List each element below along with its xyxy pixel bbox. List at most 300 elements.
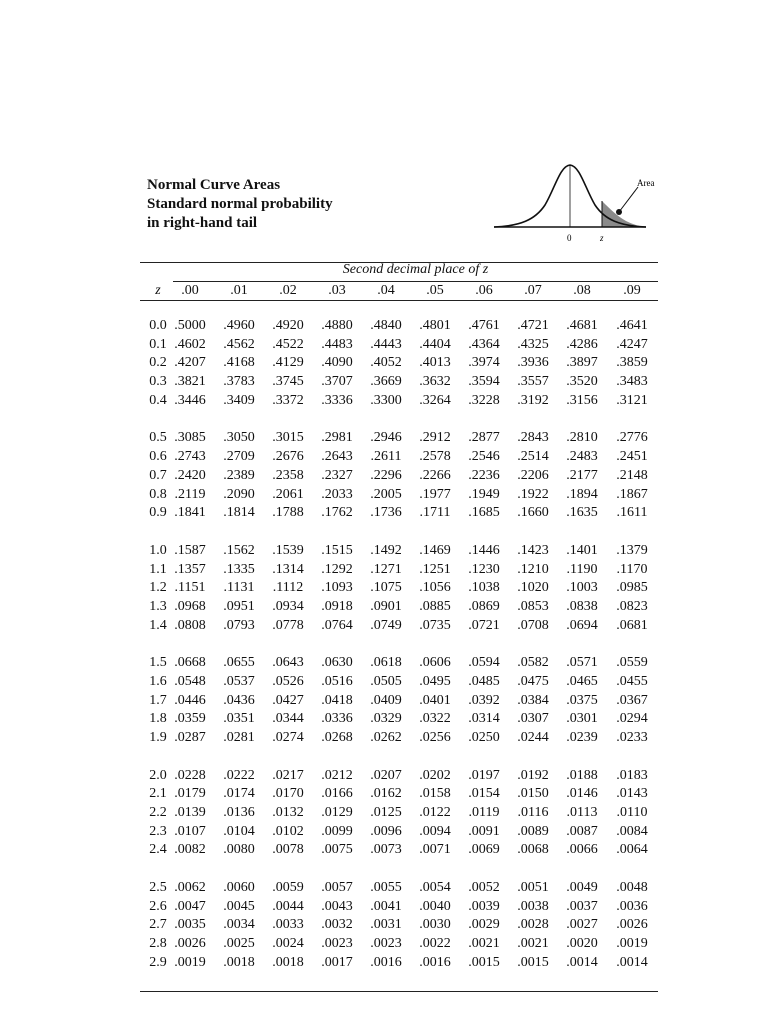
probability-cell: .0017 bbox=[321, 954, 353, 970]
probability-cell: .4602 bbox=[174, 336, 206, 352]
probability-cell: .3483 bbox=[616, 374, 648, 390]
probability-cell: .2420 bbox=[174, 467, 206, 483]
probability-cell: .4483 bbox=[321, 336, 353, 352]
probability-cell: .4404 bbox=[419, 336, 451, 352]
column-header: .05 bbox=[426, 283, 444, 298]
probability-cell: .0091 bbox=[468, 823, 500, 839]
probability-cell: .4920 bbox=[272, 318, 304, 333]
probability-cell: .1587 bbox=[174, 542, 206, 558]
z-value: 1.7 bbox=[149, 692, 167, 708]
probability-cell: .4129 bbox=[272, 355, 304, 371]
z-value: 1.0 bbox=[149, 542, 167, 558]
probability-cell: .0359 bbox=[174, 711, 206, 727]
probability-cell: .3745 bbox=[272, 374, 304, 390]
column-header: .02 bbox=[279, 283, 297, 298]
probability-cell: .2981 bbox=[321, 430, 353, 446]
probability-cell: .0188 bbox=[566, 767, 598, 783]
probability-cell: .0071 bbox=[419, 842, 451, 858]
probability-cell: .0735 bbox=[419, 617, 451, 633]
probability-cell: .0087 bbox=[566, 823, 598, 839]
probability-cell: .3594 bbox=[468, 374, 500, 390]
z-value: 1.9 bbox=[149, 730, 167, 745]
probability-cell: .3050 bbox=[223, 430, 255, 446]
probability-cell: .0060 bbox=[223, 880, 255, 895]
column-header: .08 bbox=[573, 283, 591, 298]
table-row bbox=[0, 823, 768, 841]
probability-cell: .0256 bbox=[419, 730, 451, 745]
probability-cell: .3121 bbox=[616, 392, 648, 408]
z-value: 0.8 bbox=[149, 486, 167, 502]
probability-cell: .2005 bbox=[370, 486, 402, 502]
z-value: 1.4 bbox=[149, 617, 167, 633]
table-title bbox=[147, 176, 333, 233]
z-value: 2.3 bbox=[149, 823, 167, 839]
probability-cell: .0427 bbox=[272, 692, 304, 708]
probability-cell: .0351 bbox=[223, 711, 255, 727]
probability-cell: .2296 bbox=[370, 467, 402, 483]
probability-cell: .4207 bbox=[174, 355, 206, 371]
probability-cell: .0014 bbox=[616, 954, 648, 970]
probability-cell: .0174 bbox=[223, 786, 255, 802]
probability-cell: .0228 bbox=[174, 767, 206, 783]
probability-cell: .0183 bbox=[616, 767, 648, 783]
probability-cell: .0548 bbox=[174, 673, 206, 689]
z-value: 2.7 bbox=[149, 917, 167, 933]
z-value: 1.5 bbox=[149, 655, 167, 671]
probability-cell: .0793 bbox=[223, 617, 255, 633]
probability-cell: .0217 bbox=[272, 767, 304, 783]
table-row bbox=[0, 767, 768, 785]
probability-cell: .1922 bbox=[517, 486, 549, 502]
probability-cell: .2643 bbox=[321, 449, 353, 465]
probability-cell: .0197 bbox=[468, 767, 500, 783]
probability-cell: .4090 bbox=[321, 355, 353, 371]
probability-cell: .0054 bbox=[419, 880, 451, 895]
probability-cell: .4761 bbox=[468, 318, 500, 333]
probability-cell: .4880 bbox=[321, 318, 353, 333]
probability-cell: .0119 bbox=[468, 805, 500, 820]
probability-cell: .1685 bbox=[468, 505, 500, 521]
probability-cell: .3520 bbox=[566, 374, 598, 390]
probability-cell: .0129 bbox=[321, 805, 353, 820]
z-value: 2.2 bbox=[149, 805, 167, 820]
probability-cell: .0301 bbox=[566, 711, 598, 727]
probability-cell: .0162 bbox=[370, 786, 402, 802]
table-row bbox=[0, 542, 768, 560]
probability-cell: .2206 bbox=[517, 467, 549, 483]
probability-cell: .1112 bbox=[272, 580, 304, 596]
probability-cell: .3336 bbox=[321, 392, 353, 408]
probability-cell: .2676 bbox=[272, 449, 304, 465]
probability-cell: .0139 bbox=[174, 805, 206, 820]
probability-cell: .0102 bbox=[272, 823, 304, 839]
z-value: 0.4 bbox=[149, 392, 167, 408]
table-row bbox=[0, 429, 768, 447]
table-row bbox=[0, 467, 768, 485]
table-row bbox=[0, 336, 768, 354]
z-value: 0.6 bbox=[149, 449, 167, 465]
probability-cell: .0446 bbox=[174, 692, 206, 708]
normal-curve-figure bbox=[490, 160, 660, 248]
probability-cell: .0021 bbox=[517, 936, 549, 952]
probability-cell: .4801 bbox=[419, 318, 451, 333]
probability-cell: .1515 bbox=[321, 542, 353, 558]
probability-cell: .0233 bbox=[616, 730, 648, 745]
probability-cell: .0721 bbox=[468, 617, 500, 633]
probability-cell: .0064 bbox=[616, 842, 648, 858]
z-value: 2.0 bbox=[149, 767, 167, 783]
probability-cell: .1314 bbox=[272, 561, 304, 577]
probability-cell: .0014 bbox=[566, 954, 598, 970]
table-row bbox=[0, 898, 768, 916]
z-value: 0.5 bbox=[149, 430, 167, 446]
z-value: 2.9 bbox=[149, 954, 167, 970]
probability-cell: .0099 bbox=[321, 823, 353, 839]
probability-cell: .0384 bbox=[517, 692, 549, 708]
probability-cell: .0026 bbox=[174, 936, 206, 952]
probability-cell: .0287 bbox=[174, 730, 206, 745]
probability-cell: .1711 bbox=[419, 505, 451, 521]
table-row bbox=[0, 561, 768, 579]
probability-cell: .0212 bbox=[321, 767, 353, 783]
probability-cell: .0048 bbox=[616, 880, 648, 895]
probability-cell: .3821 bbox=[174, 374, 206, 390]
probability-cell: .0968 bbox=[174, 598, 206, 614]
probability-cell: .0495 bbox=[419, 673, 451, 689]
probability-cell: .3632 bbox=[419, 374, 451, 390]
probability-cell: .0019 bbox=[174, 954, 206, 970]
probability-cell: .0455 bbox=[616, 673, 648, 689]
table-row bbox=[0, 729, 768, 747]
table-row bbox=[0, 692, 768, 710]
probability-cell: .3974 bbox=[468, 355, 500, 371]
probability-cell: .4168 bbox=[223, 355, 255, 371]
probability-cell: .2119 bbox=[174, 486, 206, 502]
probability-cell: .0023 bbox=[321, 936, 353, 952]
title-line: in right-hand tail bbox=[147, 215, 258, 231]
probability-cell: .4443 bbox=[370, 336, 402, 352]
probability-cell: .0250 bbox=[468, 730, 500, 745]
probability-cell: .0885 bbox=[419, 598, 451, 614]
probability-cell: .0179 bbox=[174, 786, 206, 802]
title-line: Standard normal probability bbox=[147, 196, 333, 212]
probability-cell: .4562 bbox=[223, 336, 255, 352]
probability-cell: .0375 bbox=[566, 692, 598, 708]
z-value: 2.5 bbox=[149, 880, 167, 895]
probability-cell: .0708 bbox=[517, 617, 549, 633]
probability-cell: .0239 bbox=[566, 730, 598, 745]
probability-cell: .0401 bbox=[419, 692, 451, 708]
probability-cell: .0107 bbox=[174, 823, 206, 839]
probability-cell: .0049 bbox=[566, 880, 598, 895]
probability-cell: .0202 bbox=[419, 767, 451, 783]
probability-cell: .2578 bbox=[419, 449, 451, 465]
probability-cell: .0027 bbox=[566, 917, 598, 933]
probability-cell: .0043 bbox=[321, 898, 353, 914]
probability-cell: .0015 bbox=[517, 954, 549, 970]
probability-cell: .2061 bbox=[272, 486, 304, 502]
probability-cell: .0110 bbox=[616, 805, 648, 820]
probability-cell: .0244 bbox=[517, 730, 549, 745]
probability-cell: .3300 bbox=[370, 392, 402, 408]
probability-cell: .2810 bbox=[566, 430, 598, 446]
probability-cell: .1038 bbox=[468, 580, 500, 596]
probability-cell: .4681 bbox=[566, 318, 598, 333]
probability-cell: .3372 bbox=[272, 392, 304, 408]
probability-cell: .2709 bbox=[223, 449, 255, 465]
probability-cell: .2946 bbox=[370, 430, 402, 446]
table-row bbox=[0, 916, 768, 934]
probability-cell: .0329 bbox=[370, 711, 402, 727]
probability-cell: .0045 bbox=[223, 898, 255, 914]
probability-cell: .4013 bbox=[419, 355, 451, 371]
probability-cell: .0059 bbox=[272, 880, 304, 895]
probability-cell: .0594 bbox=[468, 655, 500, 671]
probability-cell: .0314 bbox=[468, 711, 500, 727]
probability-cell: .1492 bbox=[370, 542, 402, 558]
z-value: 0.9 bbox=[149, 505, 167, 521]
probability-cell: .2483 bbox=[566, 449, 598, 465]
z-value: 1.1 bbox=[149, 561, 167, 577]
table-row bbox=[0, 392, 768, 410]
probability-cell: .0075 bbox=[321, 842, 353, 858]
probability-cell: .4286 bbox=[566, 336, 598, 352]
probability-cell: .3936 bbox=[517, 355, 549, 371]
probability-cell: .0047 bbox=[174, 898, 206, 914]
probability-cell: .4052 bbox=[370, 355, 402, 371]
probability-cell: .0336 bbox=[321, 711, 353, 727]
probability-cell: .0094 bbox=[419, 823, 451, 839]
probability-cell: .2611 bbox=[370, 449, 402, 465]
probability-cell: .1469 bbox=[419, 542, 451, 558]
probability-cell: .1003 bbox=[566, 580, 598, 596]
probability-cell: .0934 bbox=[272, 598, 304, 614]
probability-cell: .1151 bbox=[174, 580, 206, 596]
probability-cell: .0082 bbox=[174, 842, 206, 858]
probability-cell: .0869 bbox=[468, 598, 500, 614]
probability-cell: .0021 bbox=[468, 936, 500, 952]
bottom-rule bbox=[140, 991, 658, 992]
z-value: 0.3 bbox=[149, 374, 167, 390]
probability-cell: .0024 bbox=[272, 936, 304, 952]
probability-cell: .0020 bbox=[566, 936, 598, 952]
probability-cell: .0026 bbox=[616, 917, 648, 933]
probability-cell: .2389 bbox=[223, 467, 255, 483]
probability-cell: .0044 bbox=[272, 898, 304, 914]
probability-cell: .4721 bbox=[517, 318, 549, 333]
probability-cell: .2743 bbox=[174, 449, 206, 465]
probability-cell: .0035 bbox=[174, 917, 206, 933]
probability-cell: .0436 bbox=[223, 692, 255, 708]
probability-cell: .1423 bbox=[517, 542, 549, 558]
table-row bbox=[0, 654, 768, 672]
probability-cell: .0418 bbox=[321, 692, 353, 708]
probability-cell: .0038 bbox=[517, 898, 549, 914]
probability-cell: .0068 bbox=[517, 842, 549, 858]
probability-cell: .0073 bbox=[370, 842, 402, 858]
probability-cell: .3783 bbox=[223, 374, 255, 390]
probability-cell: .0154 bbox=[468, 786, 500, 802]
probability-cell: .3859 bbox=[616, 355, 648, 371]
column-header: .09 bbox=[623, 283, 641, 298]
probability-cell: .2877 bbox=[468, 430, 500, 446]
probability-cell: .5000 bbox=[174, 318, 206, 333]
z-value: 2.1 bbox=[149, 786, 167, 802]
probability-cell: .0125 bbox=[370, 805, 402, 820]
table-row bbox=[0, 579, 768, 597]
table-row bbox=[0, 486, 768, 504]
probability-cell: .0089 bbox=[517, 823, 549, 839]
probability-cell: .0033 bbox=[272, 917, 304, 933]
probability-cell: .2776 bbox=[616, 430, 648, 446]
probability-cell: .1762 bbox=[321, 505, 353, 521]
probability-cell: .0853 bbox=[517, 598, 549, 614]
probability-cell: .4641 bbox=[616, 318, 648, 333]
z-value: 1.6 bbox=[149, 673, 167, 689]
probability-cell: .0113 bbox=[566, 805, 598, 820]
probability-cell: .0808 bbox=[174, 617, 206, 633]
probability-cell: .0104 bbox=[223, 823, 255, 839]
probability-cell: .1335 bbox=[223, 561, 255, 577]
table-row bbox=[0, 317, 768, 335]
probability-cell: .0150 bbox=[517, 786, 549, 802]
probability-cell: .0016 bbox=[419, 954, 451, 970]
probability-cell: .4364 bbox=[468, 336, 500, 352]
probability-cell: .0023 bbox=[370, 936, 402, 952]
table-caption: Second decimal place of z bbox=[342, 262, 489, 277]
probability-cell: .0274 bbox=[272, 730, 304, 745]
probability-cell: .1635 bbox=[566, 505, 598, 521]
probability-cell: .1788 bbox=[272, 505, 304, 521]
column-header: .04 bbox=[377, 283, 395, 298]
probability-cell: .0268 bbox=[321, 730, 353, 745]
probability-cell: .1170 bbox=[616, 561, 648, 577]
probability-cell: .0222 bbox=[223, 767, 255, 783]
z-value: 2.6 bbox=[149, 898, 167, 914]
probability-cell: .1401 bbox=[566, 542, 598, 558]
area-pointer bbox=[619, 187, 638, 212]
column-header: .07 bbox=[524, 283, 542, 298]
probability-cell: .0630 bbox=[321, 655, 353, 671]
probability-cell: .0505 bbox=[370, 673, 402, 689]
probability-cell: .1446 bbox=[468, 542, 500, 558]
probability-cell: .2451 bbox=[616, 449, 648, 465]
probability-cell: .2358 bbox=[272, 467, 304, 483]
probability-cell: .1292 bbox=[321, 561, 353, 577]
probability-cell: .0823 bbox=[616, 598, 648, 614]
probability-cell: .1075 bbox=[370, 580, 402, 596]
probability-cell: .0031 bbox=[370, 917, 402, 933]
probability-cell: .1190 bbox=[566, 561, 598, 577]
probability-cell: .0052 bbox=[468, 880, 500, 895]
table-row bbox=[0, 673, 768, 691]
table-row bbox=[0, 373, 768, 391]
probability-cell: .1357 bbox=[174, 561, 206, 577]
probability-cell: .4325 bbox=[517, 336, 549, 352]
title-line: Normal Curve Areas bbox=[147, 177, 281, 193]
probability-cell: .4960 bbox=[223, 318, 255, 333]
probability-cell: .0294 bbox=[616, 711, 648, 727]
probability-cell: .0032 bbox=[321, 917, 353, 933]
probability-cell: .2033 bbox=[321, 486, 353, 502]
probability-cell: .0040 bbox=[419, 898, 451, 914]
probability-cell: .0030 bbox=[419, 917, 451, 933]
probability-cell: .0485 bbox=[468, 673, 500, 689]
probability-cell: .0066 bbox=[566, 842, 598, 858]
probability-cell: .3085 bbox=[174, 430, 206, 446]
column-header: .01 bbox=[230, 283, 248, 298]
probability-cell: .0170 bbox=[272, 786, 304, 802]
table-row bbox=[0, 954, 768, 972]
table-row bbox=[0, 354, 768, 372]
probability-cell: .3557 bbox=[517, 374, 549, 390]
probability-cell: .0166 bbox=[321, 786, 353, 802]
zero-label: 0 bbox=[567, 233, 572, 243]
probability-cell: .0516 bbox=[321, 673, 353, 689]
probability-cell: .3228 bbox=[468, 392, 500, 408]
probability-cell: .0018 bbox=[272, 954, 304, 970]
probability-cell: .1210 bbox=[517, 561, 549, 577]
probability-cell: .0036 bbox=[616, 898, 648, 914]
probability-cell: .2236 bbox=[468, 467, 500, 483]
probability-cell: .0055 bbox=[370, 880, 402, 895]
probability-cell: .0618 bbox=[370, 655, 402, 671]
probability-cell: .3669 bbox=[370, 374, 402, 390]
probability-cell: .0465 bbox=[566, 673, 598, 689]
z-value: 0.0 bbox=[149, 318, 167, 333]
probability-cell: .3264 bbox=[419, 392, 451, 408]
probability-cell: .0158 bbox=[419, 786, 451, 802]
probability-cell: .0537 bbox=[223, 673, 255, 689]
probability-cell: .0392 bbox=[468, 692, 500, 708]
probability-cell: .0028 bbox=[517, 917, 549, 933]
table-row bbox=[0, 710, 768, 728]
table-row bbox=[0, 785, 768, 803]
probability-cell: .0985 bbox=[616, 580, 648, 596]
probability-cell: .4247 bbox=[616, 336, 648, 352]
probability-cell: .0018 bbox=[223, 954, 255, 970]
probability-cell: .0062 bbox=[174, 880, 206, 895]
table-row bbox=[0, 504, 768, 522]
probability-cell: .0951 bbox=[223, 598, 255, 614]
probability-cell: .0606 bbox=[419, 655, 451, 671]
probability-cell: .0918 bbox=[321, 598, 353, 614]
probability-cell: .0080 bbox=[223, 842, 255, 858]
probability-cell: .1814 bbox=[223, 505, 255, 521]
probability-cell: .1867 bbox=[616, 486, 648, 502]
probability-cell: .2514 bbox=[517, 449, 549, 465]
z-value: 0.7 bbox=[149, 467, 167, 483]
probability-cell: .0571 bbox=[566, 655, 598, 671]
probability-cell: .0016 bbox=[370, 954, 402, 970]
probability-cell: .0778 bbox=[272, 617, 304, 633]
probability-cell: .2266 bbox=[419, 467, 451, 483]
z-value: 1.8 bbox=[149, 711, 167, 727]
probability-cell: .0019 bbox=[616, 936, 648, 952]
probability-cell: .0116 bbox=[517, 805, 549, 820]
probability-cell: .0322 bbox=[419, 711, 451, 727]
probability-cell: .0307 bbox=[517, 711, 549, 727]
probability-cell: .0344 bbox=[272, 711, 304, 727]
column-header: .00 bbox=[181, 283, 199, 298]
probability-cell: .1736 bbox=[370, 505, 402, 521]
probability-cell: .0262 bbox=[370, 730, 402, 745]
probability-cell: .1539 bbox=[272, 542, 304, 558]
table-row bbox=[0, 841, 768, 859]
probability-cell: .2327 bbox=[321, 467, 353, 483]
probability-cell: .0281 bbox=[223, 730, 255, 745]
probability-cell: .0084 bbox=[616, 823, 648, 839]
